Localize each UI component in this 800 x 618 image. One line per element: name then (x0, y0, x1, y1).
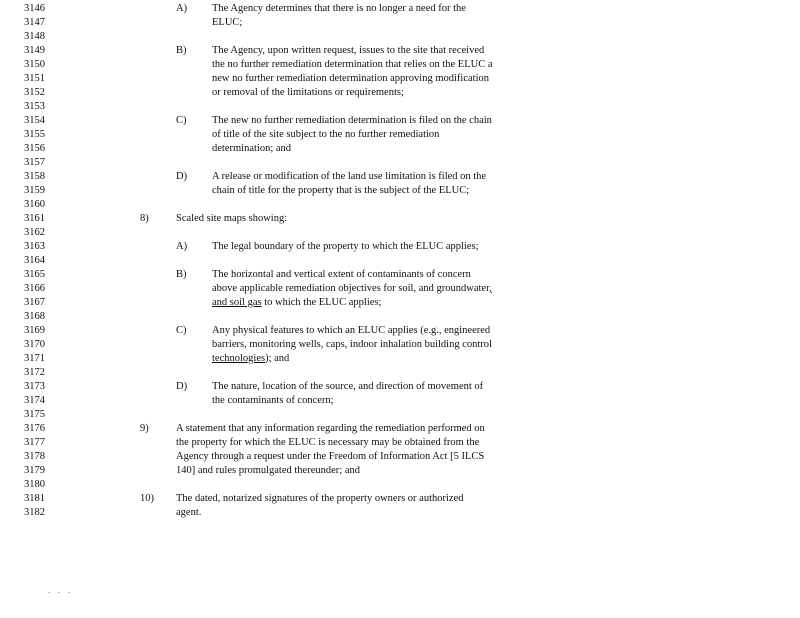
line-number: 3158 (24, 171, 45, 182)
sub-d-line: The nature, location of the source, and direction of movement of (212, 381, 484, 392)
item-c-line: determination; and (212, 143, 292, 154)
item-marker: 10) (140, 493, 154, 504)
sub-b-line (212, 296, 381, 310)
sub-item-marker: C) (176, 325, 187, 336)
item-c-line: of title of the site subject to the no further remediation (212, 129, 440, 140)
sub-c-line: Any physical features to which an ELUC applies (e.g., engineered (212, 325, 491, 336)
item-9-line: the property for which the ELUC is necessary may be obtained from the (176, 437, 480, 448)
line-number: 3175 (24, 409, 45, 420)
line-number: 3176 (24, 423, 45, 434)
item-9-line: A statement that any information regarding the remediation performed on (176, 423, 485, 434)
line-number: 3178 (24, 451, 45, 462)
line-number: 3152 (24, 87, 45, 98)
line-number: 3182 (24, 507, 45, 518)
line-number: 3151 (24, 73, 45, 84)
line-number: 3179 (24, 465, 45, 476)
line-number: 3165 (24, 269, 45, 280)
line-number: 3148 (24, 31, 45, 42)
line-number: 3168 (24, 311, 45, 322)
item-marker: D) (176, 171, 188, 182)
item-marker: 8) (140, 213, 149, 224)
sub-b-line (212, 282, 492, 296)
line-number: 3149 (24, 45, 45, 56)
line-number: 3169 (24, 325, 45, 336)
sub-b-text: above applicable remediation objectives for soil, and groundwater (212, 283, 490, 294)
line-number: 3180 (24, 479, 45, 490)
line-number: 3174 (24, 395, 45, 406)
amendment-insert: , (489, 283, 492, 294)
item-marker: A) (176, 3, 188, 14)
item-9-line: 140] and rules promulgated thereunder; and (176, 465, 360, 476)
line-number: 3146 (24, 3, 45, 14)
line-number: 3159 (24, 185, 45, 196)
sub-b-line: The horizontal and vertical extent of contaminants of concern (212, 269, 471, 280)
line-number: 3164 (24, 255, 45, 266)
item-marker: B) (176, 45, 187, 56)
sub-a-line: The legal boundary of the property to which the ELUC applies; (212, 241, 479, 252)
item-a-line: ELUC; (212, 17, 243, 28)
item-9-line: Agency through a request under the Freedom of Information Act [5 ILCS (176, 451, 485, 462)
line-number: 3172 (24, 367, 45, 378)
line-number: 3173 (24, 381, 45, 392)
line-number: 3160 (24, 199, 45, 210)
item-marker: 9) (140, 423, 149, 434)
line-number: 3171 (24, 353, 45, 364)
line-number: 3147 (24, 17, 45, 28)
item-d-line: A release or modification of the land use limitation is filed on the (212, 171, 487, 182)
line-number: 3163 (24, 241, 45, 252)
sub-c-text: ); and (265, 353, 290, 364)
line-number: 3154 (24, 115, 45, 126)
sub-c-line (212, 352, 289, 366)
item-d-line: chain of title for the property that is the subject of the ELUC; (212, 185, 470, 196)
line-number: 3157 (24, 157, 45, 168)
item-b-line: The Agency, upon written request, issues to the site that received (212, 45, 485, 56)
line-number: 3177 (24, 437, 45, 448)
line-number: 3167 (24, 297, 45, 308)
sub-b-text: to which the ELUC applies; (261, 297, 382, 308)
line-number: 3153 (24, 101, 45, 112)
line-number: 3155 (24, 129, 45, 140)
item-c-line: The new no further remediation determination is filed on the chain (212, 115, 492, 126)
item-a-line: The Agency determines that there is no longer a need for the (212, 3, 466, 14)
item-b-line: or removal of the limitations or requirements; (212, 87, 404, 98)
sub-item-marker: B) (176, 269, 187, 280)
item-b-line: new no further remediation determination approving modification (212, 73, 489, 84)
amendment-insert: technologies (212, 353, 266, 364)
line-number: 3166 (24, 283, 45, 294)
sub-item-marker: D) (176, 381, 188, 392)
footer-mark: . . . (48, 586, 73, 595)
line-number: 3181 (24, 493, 45, 504)
item-10-line: The dated, notarized signatures of the property owners or authorized (176, 493, 464, 504)
line-number: 3162 (24, 227, 45, 238)
item-10-line: agent. (176, 507, 202, 518)
line-number: 3156 (24, 143, 45, 154)
item-marker: C) (176, 115, 187, 126)
sub-d-line: the contaminants of concern; (212, 395, 334, 406)
sub-item-marker: A) (176, 241, 188, 252)
item-8-heading: Scaled site maps showing: (176, 213, 288, 224)
line-number: 3150 (24, 59, 45, 70)
sub-c-line: barriers, monitoring wells, caps, indoor inhalation building control (212, 339, 492, 350)
item-b-line: the no further remediation determination that relies on the ELUC a (212, 59, 493, 70)
line-number: 3161 (24, 213, 45, 224)
line-number: 3170 (24, 339, 45, 350)
amendment-insert: and soil gas (212, 297, 262, 308)
